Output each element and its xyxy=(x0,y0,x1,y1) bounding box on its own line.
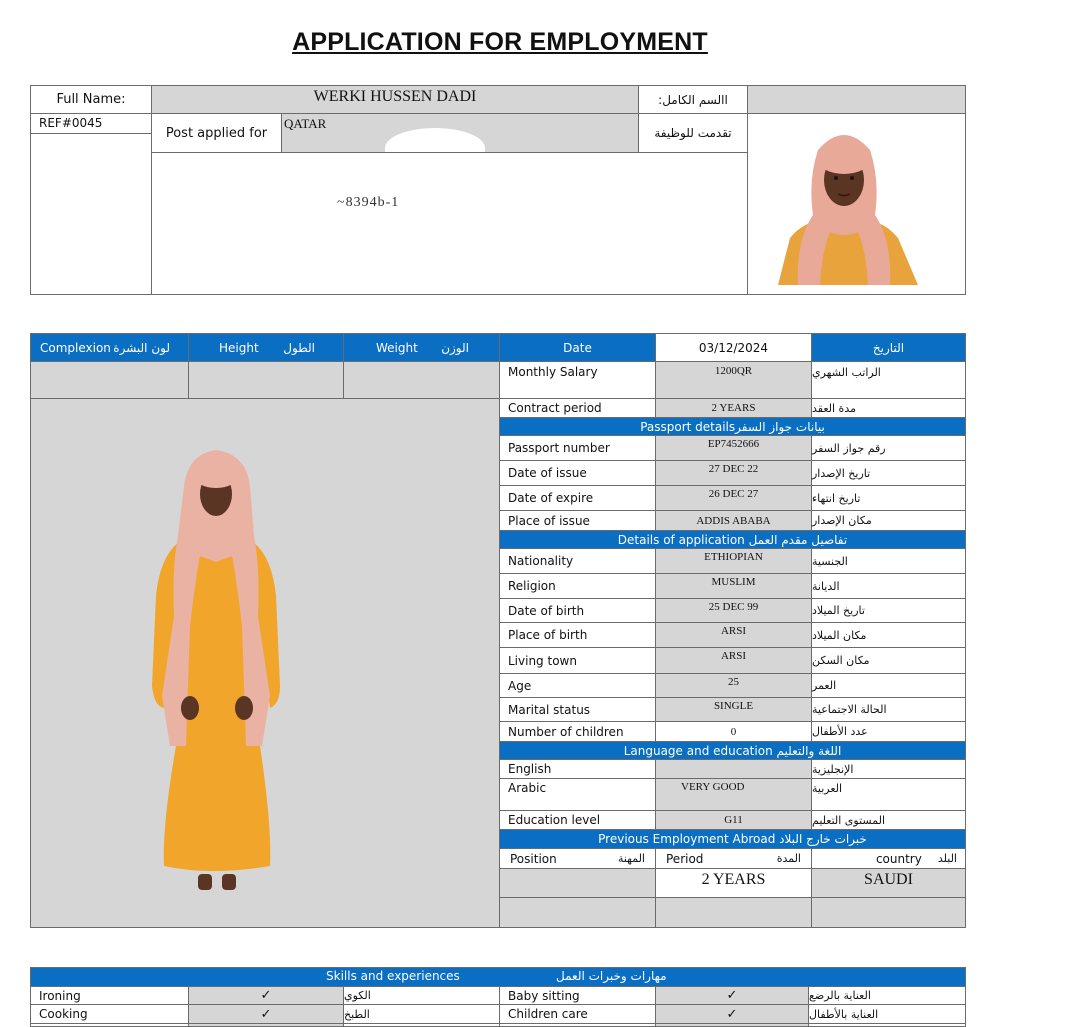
religion-ar: الديانة xyxy=(811,573,966,599)
education-label: Education level xyxy=(499,810,656,830)
age-label: Age xyxy=(499,673,656,698)
skills-header-ar: مهارات وخبرات العمل xyxy=(556,969,667,983)
complexion-ar: لون البشرة xyxy=(113,340,170,355)
date-expire-label: Date of expire xyxy=(499,485,656,511)
skill-row-partial-3 xyxy=(343,1023,500,1027)
skill-cooking-label: Cooking xyxy=(30,1004,189,1024)
skill-children-care-label: Children care xyxy=(499,1004,656,1024)
post-applied-ar: تقدمت للوظيفة xyxy=(638,113,748,153)
skill-ironing-label: Ironing xyxy=(30,986,189,1005)
dob-ar: تاريخ الميلاد xyxy=(811,598,966,623)
portrait-photo xyxy=(768,120,920,285)
prev-period-header xyxy=(655,848,812,869)
skill-ironing-check: ✓ xyxy=(188,986,344,1005)
contract-value: 2 YEARS xyxy=(655,398,812,418)
skill-cooking-ar: الطبخ xyxy=(343,1004,500,1024)
prev-row-period: 2 YEARS xyxy=(655,868,812,898)
date-issue-label: Date of issue xyxy=(499,460,656,486)
height-label: Height xyxy=(219,340,259,355)
place-issue-ar: مكان الإصدار xyxy=(811,510,966,531)
dob-value: 25 DEC 99 xyxy=(655,598,812,623)
salary-label: Monthly Salary xyxy=(499,361,656,399)
weight-value xyxy=(343,361,500,399)
height-value xyxy=(188,361,344,399)
full-name-value: WERKI HUSSEN DADI xyxy=(151,85,639,114)
previous-employment-header: Previous Employment Abroad خبرات خارج البلاد xyxy=(499,829,966,849)
skill-row-partial-2 xyxy=(188,1023,344,1027)
english-label: English xyxy=(499,759,656,779)
religion-value: MUSLIM xyxy=(655,573,812,599)
skill-row-partial-5 xyxy=(655,1023,809,1027)
prev-row2-period xyxy=(655,897,812,928)
age-ar: العمر xyxy=(811,673,966,698)
place-issue-value: ADDIS ABABA xyxy=(655,510,812,531)
full-name-label: Full Name: xyxy=(30,85,152,114)
header-blank-cell xyxy=(747,85,966,114)
skill-row-partial-6 xyxy=(808,1023,966,1027)
header-notes-area xyxy=(151,152,748,295)
post-applied-label: Post applied for xyxy=(151,113,282,153)
prev-country-header xyxy=(811,848,966,869)
weight-label: Weight xyxy=(376,340,418,355)
partial-text: ~8394b-1 xyxy=(337,195,400,210)
skill-ironing-ar: الكوي xyxy=(343,986,500,1005)
height-header xyxy=(188,333,344,362)
living-town-label: Living town xyxy=(499,647,656,674)
pob-label: Place of birth xyxy=(499,622,656,648)
passport-number-label: Passport number xyxy=(499,435,656,461)
arabic-ar: العربية xyxy=(811,778,966,811)
prev-position-label: Position xyxy=(510,851,557,866)
full-name-ar: االسم الكامل: xyxy=(638,85,748,114)
nationality-ar: الجنسية xyxy=(811,548,966,574)
skill-children-care-ar: العناية بالأطفال xyxy=(808,1004,966,1024)
marital-value: SINGLE xyxy=(655,697,812,722)
date-issue-ar: تاريخ الإصدار xyxy=(811,460,966,486)
page-title: APPLICATION FOR EMPLOYMENT xyxy=(292,28,708,56)
prev-position-ar: المهنة xyxy=(617,852,645,865)
english-ar: الإنجليزية xyxy=(811,759,966,779)
contract-label: Contract period xyxy=(499,398,656,418)
prev-position-header xyxy=(499,848,656,869)
prev-row-position xyxy=(499,868,656,898)
ref-box xyxy=(30,133,152,295)
living-town-ar: مكان السكن xyxy=(811,647,966,674)
religion-label: Religion xyxy=(499,573,656,599)
post-applied-value: QATAR xyxy=(281,113,639,153)
language-section-header: Language and education اللغة والتعليم xyxy=(499,741,966,760)
complexion-label: Complexion xyxy=(40,340,111,355)
prev-row-country: SAUDI xyxy=(811,868,966,898)
pob-ar: مكان الميلاد xyxy=(811,622,966,648)
date-ar: التاريخ xyxy=(811,333,966,362)
passport-number-value: EP7452666 xyxy=(655,435,812,461)
arabic-label: Arabic xyxy=(499,778,656,811)
skill-baby-sitting-label: Baby sitting xyxy=(499,986,656,1005)
place-issue-label: Place of issue xyxy=(499,510,656,531)
weight-ar: الوزن xyxy=(441,340,469,355)
prev-country-ar: البلد xyxy=(937,852,957,865)
date-issue-value: 27 DEC 22 xyxy=(655,460,812,486)
skill-baby-sitting-ar: العناية بالرضع xyxy=(808,986,966,1005)
contract-ar: مدة العقد xyxy=(811,398,966,418)
prev-period-label: Period xyxy=(666,851,704,866)
salary-ar: الراتب الشهري xyxy=(811,361,966,399)
complexion-value xyxy=(30,361,189,399)
date-expire-value: 26 DEC 27 xyxy=(655,485,812,511)
marital-ar: الحالة الاجتماعية xyxy=(811,697,966,722)
skills-header-en: Skills and experiences xyxy=(326,969,460,983)
full-body-photo xyxy=(150,446,282,898)
education-ar: المستوى التعليم xyxy=(811,810,966,830)
prev-row2-country xyxy=(811,897,966,928)
prev-row2-position xyxy=(499,897,656,928)
passport-section-header: Passport detailsبيانات جواز السفر xyxy=(499,417,966,436)
marital-label: Marital status xyxy=(499,697,656,722)
height-ar: الطول xyxy=(283,340,315,355)
living-town-value: ARSI xyxy=(655,647,812,674)
skills-header xyxy=(30,967,966,987)
nationality-value: ETHIOPIAN xyxy=(655,548,812,574)
arabic-value: VERY GOOD xyxy=(655,778,812,811)
children-ar: عدد الأطفال xyxy=(811,721,966,742)
prev-country-label: country xyxy=(875,851,922,866)
education-value: G11 xyxy=(655,810,812,830)
date-expire-ar: تاريخ انتهاء xyxy=(811,485,966,511)
weight-header xyxy=(343,333,500,362)
children-value: 0 xyxy=(655,721,812,742)
english-value xyxy=(655,759,812,779)
date-label: Date xyxy=(499,333,656,362)
complexion-header xyxy=(30,333,189,362)
nationality-label: Nationality xyxy=(499,548,656,574)
age-value: 25 xyxy=(655,673,812,698)
ref-number: REF#0045 xyxy=(30,113,152,134)
date-value: 03/12/2024 xyxy=(655,333,812,362)
salary-value: 1200QR xyxy=(655,361,812,399)
skill-cooking-check: ✓ xyxy=(188,1004,344,1024)
details-section-header: Details of application تفاصيل مقدم العمل xyxy=(499,530,966,549)
skill-row-partial-1 xyxy=(30,1023,189,1027)
passport-number-ar: رقم جواز السفر xyxy=(811,435,966,461)
pob-value: ARSI xyxy=(655,622,812,648)
prev-period-ar: المدة xyxy=(776,852,801,865)
dob-label: Date of birth xyxy=(499,598,656,623)
children-label: Number of children xyxy=(499,721,656,742)
skill-children-care-check: ✓ xyxy=(655,1004,809,1024)
skill-baby-sitting-check: ✓ xyxy=(655,986,809,1005)
skill-row-partial-4 xyxy=(499,1023,656,1027)
